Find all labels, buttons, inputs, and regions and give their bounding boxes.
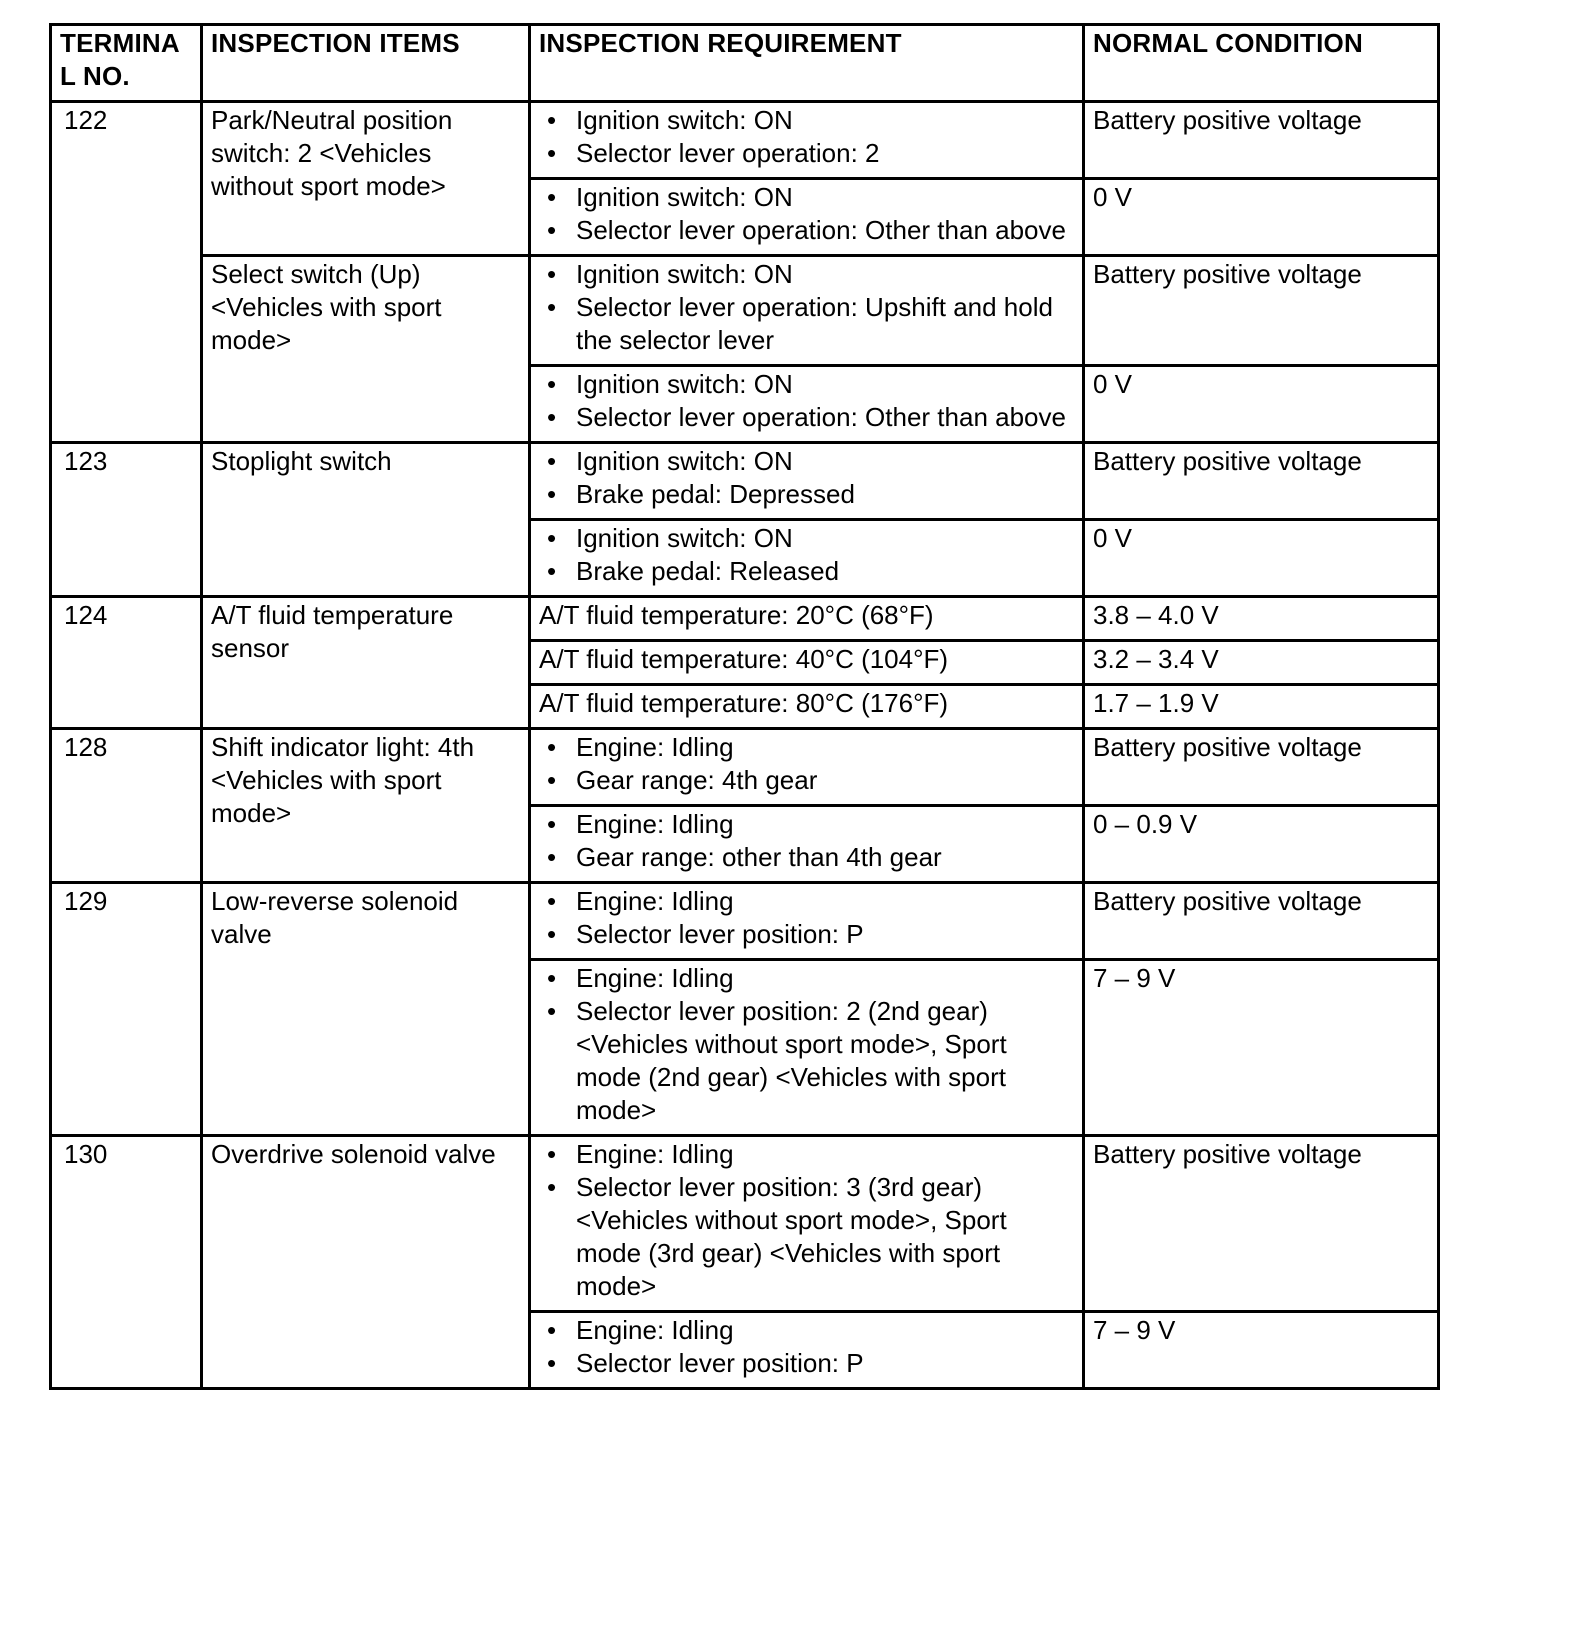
requirement-cell: A/T fluid temperature: 40°C (104°F) bbox=[530, 641, 1084, 685]
inspection-table bbox=[49, 23, 1440, 1390]
requirement-cell: A/T fluid temperature: 20°C (68°F) bbox=[530, 597, 1084, 641]
normal-condition-cell: 1.7 – 1.9 V bbox=[1084, 685, 1439, 729]
requirement-bullet-item: • Selector lever operation: Other than above bbox=[539, 401, 1074, 434]
inspection-item-cell: Stoplight switch bbox=[202, 443, 530, 597]
inspection-item-cell: Overdrive solenoid valve bbox=[202, 1136, 530, 1389]
normal-condition-cell: 0 V bbox=[1084, 179, 1439, 256]
inspection-item-cell: Park/Neutral position switch: 2 <Vehicles without sport mode> bbox=[202, 102, 530, 256]
requirement-cell bbox=[530, 883, 1084, 960]
requirement-cell bbox=[530, 520, 1084, 597]
requirement-bullet-item: • Ignition switch: ON bbox=[539, 258, 1074, 291]
requirement-bullet-item: • Selector lever operation: 2 bbox=[539, 137, 1074, 170]
requirement-bullet-item: • Gear range: 4th gear bbox=[539, 764, 1074, 797]
normal-condition-cell: 3.2 – 3.4 V bbox=[1084, 641, 1439, 685]
requirement-list bbox=[539, 522, 1074, 588]
requirement-bullet-item: • Ignition switch: ON bbox=[539, 445, 1074, 478]
normal-condition-cell: 0 V bbox=[1084, 520, 1439, 597]
table-row bbox=[51, 597, 1439, 641]
inspection-item-cell: Shift indicator light: 4th <Vehicles with sport mode> bbox=[202, 729, 530, 883]
normal-condition-cell: 7 – 9 V bbox=[1084, 1312, 1439, 1389]
normal-condition-cell: Battery positive voltage bbox=[1084, 443, 1439, 520]
requirement-list bbox=[539, 368, 1074, 434]
normal-condition-cell: Battery positive voltage bbox=[1084, 1136, 1439, 1312]
requirement-list bbox=[539, 885, 1074, 951]
terminal-number-cell: 130 bbox=[51, 1136, 202, 1389]
requirement-bullet-item: • Selector lever position: P bbox=[539, 918, 1074, 951]
table-body bbox=[51, 102, 1439, 1389]
normal-condition-cell: Battery positive voltage bbox=[1084, 883, 1439, 960]
requirement-cell: A/T fluid temperature: 80°C (176°F) bbox=[530, 685, 1084, 729]
requirement-list bbox=[539, 181, 1074, 247]
requirement-cell bbox=[530, 256, 1084, 366]
requirement-list bbox=[539, 104, 1074, 170]
requirement-list bbox=[539, 808, 1074, 874]
normal-condition-cell: 0 V bbox=[1084, 366, 1439, 443]
requirement-list bbox=[539, 258, 1074, 357]
normal-condition-cell: 3.8 – 4.0 V bbox=[1084, 597, 1439, 641]
requirement-bullet-item: • Selector lever operation: Upshift and hold the selector lever bbox=[539, 291, 1074, 357]
header-terminal-no: TERMINA L NO. bbox=[51, 25, 202, 102]
terminal-number-cell: 129 bbox=[51, 883, 202, 1136]
header-inspection-items: INSPECTION ITEMS bbox=[202, 25, 530, 102]
table-row bbox=[51, 883, 1439, 960]
header-normal-condition: NORMAL CONDITION bbox=[1084, 25, 1439, 102]
requirement-list bbox=[539, 445, 1074, 511]
inspection-item-cell: Low-reverse solenoid valve bbox=[202, 883, 530, 1136]
requirement-bullet-item: • Ignition switch: ON bbox=[539, 368, 1074, 401]
requirement-bullet-item: • Selector lever operation: Other than above bbox=[539, 214, 1074, 247]
normal-condition-cell: Battery positive voltage bbox=[1084, 102, 1439, 179]
terminal-number-cell: 122 bbox=[51, 102, 202, 443]
requirement-cell bbox=[530, 960, 1084, 1136]
header-row bbox=[51, 25, 1439, 102]
table-row bbox=[51, 729, 1439, 806]
requirement-bullet-item: • Brake pedal: Released bbox=[539, 555, 1074, 588]
inspection-item-cell: A/T fluid temperature sensor bbox=[202, 597, 530, 729]
requirement-bullet-item: • Engine: Idling bbox=[539, 731, 1074, 764]
requirement-bullet-item: • Engine: Idling bbox=[539, 1138, 1074, 1171]
table-row bbox=[51, 443, 1439, 520]
requirement-cell bbox=[530, 102, 1084, 179]
requirement-list bbox=[539, 1138, 1074, 1303]
requirement-bullet-item: • Ignition switch: ON bbox=[539, 181, 1074, 214]
requirement-bullet-item: • Gear range: other than 4th gear bbox=[539, 841, 1074, 874]
requirement-cell bbox=[530, 729, 1084, 806]
requirement-bullet-item: • Ignition switch: ON bbox=[539, 522, 1074, 555]
requirement-cell bbox=[530, 179, 1084, 256]
inspection-item-cell: Select switch (Up) <Vehicles with sport mode> bbox=[202, 256, 530, 443]
requirement-bullet-item: • Selector lever position: 2 (2nd gear) <Vehicles without sport mode>, Sport mode (2nd gear) <Vehicles with sport mode> bbox=[539, 995, 1074, 1127]
requirement-bullet-item: • Ignition switch: ON bbox=[539, 104, 1074, 137]
terminal-number-cell: 124 bbox=[51, 597, 202, 729]
normal-condition-cell: Battery positive voltage bbox=[1084, 256, 1439, 366]
requirement-cell bbox=[530, 366, 1084, 443]
requirement-bullet-item: • Engine: Idling bbox=[539, 885, 1074, 918]
requirement-list bbox=[539, 1314, 1074, 1380]
requirement-bullet-item: • Selector lever position: 3 (3rd gear) <Vehicles without sport mode>, Sport mode (3rd gear) <Vehicles with sport mode> bbox=[539, 1171, 1074, 1303]
requirement-bullet-item: • Engine: Idling bbox=[539, 962, 1074, 995]
terminal-number-cell: 123 bbox=[51, 443, 202, 597]
requirement-bullet-item: • Selector lever position: P bbox=[539, 1347, 1074, 1380]
table-row bbox=[51, 256, 1439, 366]
requirement-bullet-item: • Engine: Idling bbox=[539, 1314, 1074, 1347]
requirement-bullet-item: • Brake pedal: Depressed bbox=[539, 478, 1074, 511]
requirement-cell bbox=[530, 443, 1084, 520]
terminal-number-cell: 128 bbox=[51, 729, 202, 883]
normal-condition-cell: 0 – 0.9 V bbox=[1084, 806, 1439, 883]
table-row bbox=[51, 102, 1439, 179]
requirement-list bbox=[539, 731, 1074, 797]
header-inspection-requirement: INSPECTION REQUIREMENT bbox=[530, 25, 1084, 102]
requirement-cell bbox=[530, 1312, 1084, 1389]
requirement-list bbox=[539, 962, 1074, 1127]
requirement-bullet-item: • Engine: Idling bbox=[539, 808, 1074, 841]
normal-condition-cell: Battery positive voltage bbox=[1084, 729, 1439, 806]
requirement-cell bbox=[530, 1136, 1084, 1312]
table-row bbox=[51, 1136, 1439, 1312]
normal-condition-cell: 7 – 9 V bbox=[1084, 960, 1439, 1136]
requirement-cell bbox=[530, 806, 1084, 883]
